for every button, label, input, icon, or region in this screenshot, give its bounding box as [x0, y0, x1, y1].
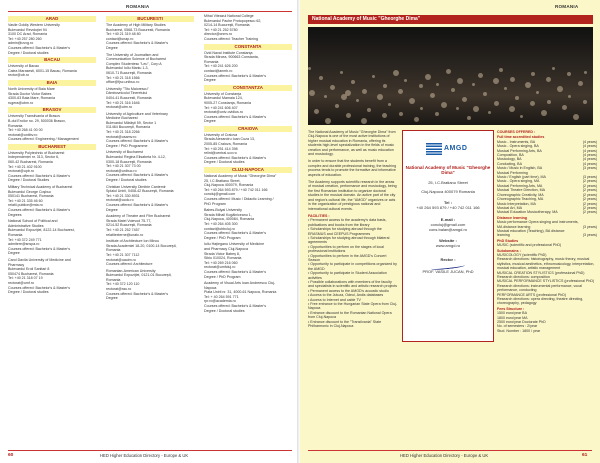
- performer-silhouette: [562, 105, 567, 110]
- directory-entry: Christian University Dimitrie Cantemir Splaiul Unirii, 0408-42 Bucureşti, Romania Tel: +40 21 330 8931 rectorat@ucdc.ro Courses offered: Bachelor's & Master's Degree: [106, 184, 174, 212]
- course-row: [497, 210, 597, 214]
- course-name: Musical Performing: [497, 170, 528, 175]
- directory-entry: University Polytechnic of Bucharest Independenței nr. 313, Sector 6, 060-42 Bucharest, Romania Tel: +40 21 402 9100 rectorat@upb.ro Courses offered: Bachelor's & Master's Degree / Doctoral Studies: [8, 150, 71, 183]
- directory-entry: University "Titu Maiorescu" Dâmbovnicului Tineretului 0404-41 Bucuresti, Romania Tel: +40 21 316 1646 rectorat@utm.ro: [106, 86, 152, 110]
- contact-tel: +40 264 593 879 / +40 742 011 166: [416, 205, 480, 211]
- performer-silhouette: [383, 84, 387, 88]
- performer-silhouette: [436, 83, 439, 86]
- performer-silhouette: [493, 78, 499, 84]
- directory-entry: University Transilvania of Brasov B-dul Eroilor no. 29, 500036 Brasov, Romania Tel: +40 268 41 00 00 rectorat@unitbv.ro Courses offered: Engineering / Management: [8, 114, 79, 142]
- city-heading: BRASOV: [8, 107, 96, 113]
- intro-paragraph: The National Academy of Music "Gheorghe Dima" from Cluj-Napoca is one of the most active institutions of higher musical education in Romania, offering its students high-level specialization in the fields of music creation and performance, as well as music education and musicology.: [308, 130, 396, 157]
- course-years: (3 years): [582, 166, 597, 171]
- facilities-list: [308, 218, 398, 328]
- performer-silhouette: [552, 67, 555, 70]
- performer-silhouette: [531, 72, 535, 76]
- course-name: Musical Performing Arts, MA: [497, 183, 543, 188]
- course-name: Musical Art, MA: [497, 205, 522, 210]
- course-years: (2 years): [582, 210, 597, 215]
- directory-entry: Institute of Architecture Ion Mincu Strada Academiei 18-20, 0100-14 Bucureşti, Romania Tel: +40 21 307 7112 rectorat@uauim.ro Courses offered: Architecture: [106, 239, 177, 267]
- amgd-logo: [426, 139, 470, 159]
- contact-email-label: E-mail :: [440, 216, 456, 222]
- logo-bars-icon: [426, 143, 442, 155]
- course-row: [497, 297, 597, 306]
- right-page: [300, 0, 600, 463]
- performer-silhouette: [547, 100, 551, 104]
- directory-entry: North University of Baia Mare Strada Doctor Victor Babes 4300-63 Baia Mare, Romania rugera@ubm.ro: [8, 86, 55, 105]
- performer-silhouette: [356, 99, 359, 102]
- facility-item: • Opportunity to participate in competitions organized by the AMGD: [308, 262, 397, 271]
- course-group-title: PhD Studies: [497, 238, 519, 243]
- performer-silhouette: [319, 76, 323, 80]
- performer-silhouette: [435, 112, 439, 116]
- performer-silhouette: [568, 95, 571, 98]
- course-years: (4 years): [582, 139, 597, 144]
- performer-silhouette: [499, 68, 503, 72]
- facility-item: • Access to the Jutuza, Odeul, Andis databases: [308, 293, 384, 298]
- performer-silhouette: [314, 109, 319, 114]
- left-footer: HED Higher Education Directory - Europe & UK: [100, 453, 189, 458]
- performer-silhouette: [330, 85, 335, 90]
- directory-entry: Vasile Goldiş Western University Bulevardul Revoluţiei 94 3100 DC Arad, Romania Tel: +40 257 280 260 admin@uvvg.ro Courses offered: Bachelor's & Master's Degree / Doctoral studies: [8, 23, 71, 55]
- course-years: (2 years): [582, 188, 597, 193]
- performer-silhouette: [530, 101, 535, 106]
- directory-column: [106, 14, 194, 303]
- performer-silhouette: [462, 97, 467, 102]
- performer-silhouette: [478, 73, 483, 78]
- performer-silhouette: [494, 101, 499, 106]
- course-years: (2 years): [582, 205, 597, 210]
- performer-silhouette: [372, 75, 375, 78]
- directory-entry: Military Technical Academy of Bucharest Bulevardul George Coşbuc 050141 Bucharest, Romania Tel: +40 21 335 46 60 relatii.publice@mta.ro Courses offered: Bachelor's & Master's Degrees: [8, 185, 73, 217]
- contact-address-2: Cluj-Napoca 400079 Romania: [421, 189, 475, 195]
- course-name: 1500 euro/year BA: [497, 311, 527, 316]
- performer-silhouette: [504, 87, 507, 90]
- performer-silhouette: [567, 72, 571, 76]
- course-name: No. of semesters : 2/year: [497, 324, 538, 329]
- performer-silhouette: [557, 86, 563, 92]
- directory-entry: Carol Davila University of Medicine and Pharmacy Bulevardul Eroii Sanitari 8 050474 Bucharest, Romania Tel: +40 21 318 07 19 rectorat@umf.ro Courses offered: Bachelor's & Master's Degree / Doctoral studies: [8, 257, 71, 295]
- city-heading: CRAIOVA: [204, 126, 292, 132]
- course-name: Musical education (Teaching), BA distance: [497, 228, 565, 233]
- course-name: Music - Opera singing, BA: [497, 144, 539, 149]
- performer-silhouette: [483, 92, 487, 96]
- performer-silhouette: [398, 89, 403, 94]
- course-name: Musical Theatre Direction, MA: [497, 188, 546, 193]
- performer-silhouette: [388, 103, 391, 106]
- course-name: Music - Opera singing, MA: [497, 179, 540, 184]
- directory-entry: Academy of Visual Arts Ioan Andreescu Cluj- Napoca Piata Unirii nr. 31, 4000-61 Napoca, Romania Tel: + 40 264 591 771 rpr.ro@academia.ro Courses offered: Bachelor's & Master's Degree / Doctoral studies: [204, 281, 277, 313]
- intro-paragraph: In order to ensure that the students benefit from a complex and durable professional training, the teaching process tends to promote the formative and informative aspects of education.: [308, 159, 397, 177]
- intro-paragraphs: [308, 130, 398, 211]
- facility-item: • Entrance discount to the "Transilvania" State Philharmonic in Cluj-Napoca: [308, 319, 382, 329]
- course-years: (3 years): [582, 175, 597, 180]
- directory-entry: University of Craiova Strada Alexandru Ioan Cuza 13, 2005-85 Craiova, Romania Tel: +40 251 414 398 relint@central.ucv.ro Courses offered: Bachelor's & Master's Degree / Doctoral studies: [204, 132, 267, 165]
- facility-item: • Permanent access to the academy's data basis, publications and books from the library: [308, 218, 387, 227]
- performer-silhouette: [584, 71, 587, 74]
- city-heading: CONSTANTZA: [204, 85, 292, 91]
- course-name: Musicology, BA: [497, 157, 522, 162]
- courses-title: COURSES OFFERED :: [497, 130, 536, 134]
- course-row: [497, 243, 597, 247]
- performer-silhouette: [362, 89, 367, 94]
- course-years: (4 years): [582, 144, 597, 149]
- directory-entry: University of Bacau Calea Marasesti, 6001-15 Bacau, Romania rector@ub.ro: [8, 64, 77, 78]
- institution-banner: National Academy of Music "Gheorghe Dima": [308, 15, 593, 24]
- directory-entry: The Academy of High Military Studies Bucharest, 0568-73 Bucuresti, Romania Tel: +40 21 319 48 80 contact@unap.ro Courses offered: Bachelor's & Master's Degree: [106, 23, 170, 50]
- city-heading: CONSTANTA: [204, 44, 292, 50]
- course-name: Music performance Opera singing and instruments,: [497, 220, 579, 225]
- course-name: Stud. Number : 1800 / year: [497, 328, 541, 333]
- directory-entry: National School of Political and Administrative Studies Bulevardul Expoziţiei, 8122-14 Bucharest, Romania Tel: +40 372 249 771 admitere@snspa.ro Courses offered: Bachelor's & Master's Degree: [8, 219, 75, 256]
- performer-silhouette: [393, 70, 399, 76]
- course-name: MA distance learning: [497, 224, 531, 229]
- directory-entry: Ovid Naval Institute Constanţa Strada Mircea, 900663 Constanta, Romania Tel: +40 241 626 200 contact@anmb.ro Courses offered: Bachelor's & Master's Degree: [204, 50, 267, 83]
- performer-silhouette: [488, 111, 491, 114]
- city-heading: BACAU: [8, 57, 96, 63]
- course-name: MUSICOLOGY (scientific PhD): [497, 252, 547, 257]
- performer-silhouette: [515, 96, 519, 100]
- left-running-header: ROMANIA: [126, 4, 150, 9]
- intro-paragraph: The Academy supports scientific research in the areas of musical creation, performance and musicology, being the first Romanian institution to organize doctoral studies in the musical domain. An active part of the city and region's cultural life, the "AMGD" organizes or acts in the organization of prestigious national and international cultural events.: [308, 180, 397, 211]
- facility-item: • Scholarships for studying abroad through bilateral agreements: [308, 235, 390, 245]
- contact-email-2[interactable]: cons.balan@amgd.ro: [428, 227, 468, 233]
- performer-silhouette: [325, 118, 331, 124]
- course-name: Conducting, BA: [497, 161, 522, 166]
- performer-silhouette: [546, 77, 551, 82]
- course-name: Research directions: opera directing, theatre directing, choreography, pedagogy: [497, 297, 584, 306]
- contact-rector-label: Rector :: [440, 256, 456, 262]
- facility-item: • Opportunities to perform on the stages of local professional institutions: [308, 244, 384, 254]
- left-footer-rule: [8, 450, 292, 451]
- course-name: PERFORMANCE ARTS (professional PhD): [497, 292, 567, 297]
- course-name: learning: [497, 233, 510, 238]
- course-name: MUSICAL PERFORMANCE STYLISTICS (professional PhD): [497, 279, 595, 284]
- directory-entry: Academy of Theatre and Film Bucharest Strada Matei Voievod 75-77, 0214-52 Bucureşti, Romania Tel: +40 21 252 7457 relatiiexterne@unatc.ro: [106, 214, 171, 237]
- right-page-number: 61: [582, 453, 588, 458]
- performer-silhouette: [473, 106, 479, 112]
- performer-silhouette: [441, 102, 447, 108]
- contact-website[interactable]: www.amgd.ro: [435, 243, 461, 249]
- facility-item: • Access to Internet and cable TV: [308, 297, 361, 302]
- performer-silhouette: [351, 80, 355, 84]
- directory-entry: Iuliu Haţieganu University of Medicine and Pharmacy Cluj-Napoca Strada Victor Babeş 8, Sibiu 010024, Romania Tel: +40 269 216 060 rectorat@umfcluj.ro Courses offered: Bachelor's & Master's Degree / PhD Program: [204, 242, 267, 279]
- course-years: (4 years): [582, 153, 597, 158]
- contact-address-1: 25, I.C.Bratianu Street: [428, 179, 468, 185]
- course-name: Research directions: historiography, music theory, musical stylistics, musical aesthetics, ethnomusicology, interpretation, musical education, artistic management: [497, 257, 595, 271]
- city-heading: BUCURESTI: [106, 16, 194, 22]
- performer-silhouette: [308, 67, 311, 70]
- facilities-title: FACILITIES :: [308, 213, 330, 218]
- course-group-title: Subdomains :: [497, 248, 521, 253]
- course-group-title: Distance learning: [497, 215, 527, 220]
- course-years: (4 years): [582, 161, 597, 166]
- performer-silhouette: [457, 78, 463, 84]
- logo-text: AMGD: [444, 145, 468, 152]
- performer-silhouette: [520, 115, 523, 118]
- directory-entry: University of Bucharest Bulevardul Regina Elisabeta Nr. 4-12, 0300-18 Bucureşti, Romania Tel: +40 21 307 73 00 rectorat@unibuc.ro Courses offered: Bachelor's & Master's Degree / Doctoral studies: [106, 150, 169, 182]
- performer-silhouette: [309, 90, 315, 96]
- city-heading: ARAD: [8, 16, 96, 22]
- performer-silhouette: [525, 82, 531, 88]
- performer-silhouette: [367, 108, 371, 112]
- facility-item: • Opportunity to participate in Student Association activities: [308, 271, 387, 280]
- courses-list: [497, 135, 597, 333]
- contact-rector: PROF. VASILE JUCAN, PhD: [422, 268, 474, 274]
- course-name: Music / Music in English, BA: [497, 166, 543, 171]
- directory-entry: Romanian-American University Bulevardul Expoziţiei, 0121-01 Bucureşti, Romania Tel: +40 372 120 110 rectorat@rau.ro Courses offered: Bachelor's & Master's Degree: [106, 268, 172, 301]
- directory-column: [8, 14, 96, 297]
- course-name: Musical Performing Arts, BA: [497, 148, 542, 153]
- performer-silhouette: [456, 107, 459, 110]
- rector-signature: [403, 262, 493, 269]
- performer-silhouette: [472, 83, 475, 86]
- course-name: Music / English (part time), MA: [497, 175, 546, 180]
- directory-entry: The University of Journalism and Communication Science of Bucharest Complex Studentesc "Leu", Corp A Bulevardul Iuliu Maniu 1-3, 0610-71 Bucureşti, Romania Tel: +40 21 318 1566 office@fjsc.unibuc.ro: [106, 52, 166, 85]
- performer-silhouette: [409, 98, 415, 104]
- right-running-header: ROMANIA: [555, 4, 579, 9]
- right-footer: HED Higher Education Directory - Europe & UK: [400, 453, 489, 458]
- directory-entry: University of Constanţa Bulevardul Mamaia 124, 9005-27 Constanţa, Romania Tel: +40 241 606 407 rectorat@univ-ovidius.ro Courses offered: Bachelor's & Master's Degree: [204, 91, 267, 124]
- performer-silhouette: [425, 74, 431, 80]
- performer-silhouette: [341, 94, 347, 100]
- course-row: [497, 257, 597, 270]
- facility-item: • Permanent access to the AMGD's acoustic studio: [308, 288, 389, 293]
- directory-column: [204, 14, 292, 315]
- performer-silhouette: [399, 112, 403, 116]
- course-name: Research directions: composition: [497, 275, 550, 279]
- left-header-rule: [8, 11, 292, 12]
- performer-silhouette: [346, 113, 351, 118]
- performer-silhouette: [510, 77, 515, 82]
- performer-silhouette: [451, 88, 455, 92]
- facility-item: • Opportunities to perform in the AMGD's Concert Season: [308, 253, 387, 262]
- performer-silhouette: [541, 110, 547, 116]
- course-row: [497, 284, 597, 293]
- city-heading: BAIA: [8, 80, 96, 86]
- performer-silhouette: [573, 114, 579, 120]
- course-name: Music - Instruments, BA: [497, 139, 536, 144]
- directory-entry: Mihai Viteazul National College Bulevardul Pache Protopopescu 62, 0214-14 Bucureşti, Romania Tel: +40 21 252 5780 director@cnmv.ro Courses offered: Teacher Training: [204, 14, 262, 41]
- course-name: Choreographic Teaching, MA: [497, 197, 544, 202]
- performer-silhouette: [583, 100, 587, 104]
- performer-silhouette: [404, 79, 407, 82]
- performer-silhouette: [578, 81, 583, 86]
- performer-silhouette: [509, 106, 515, 112]
- course-years: (2 years): [582, 201, 597, 206]
- performer-silhouette: [414, 117, 419, 122]
- course-years: (4 years): [582, 148, 597, 153]
- performer-silhouette: [536, 91, 539, 94]
- facility-item: • Possible collaborations with members of the faculty and specialists in scientific and artistic research projects: [308, 280, 398, 289]
- course-name: Musical Education Musicotherapy, MA: [497, 210, 558, 215]
- facility-item: • Entrance discount to the Romanian National Opera from Cluj-Napoca: [308, 310, 392, 320]
- course-years: (3 years): [582, 233, 597, 238]
- course-years: (4 years): [582, 157, 597, 162]
- course-group-title: Full time accredited studies: [497, 135, 545, 140]
- course-years: (2 years): [582, 183, 597, 188]
- course-group-title: Fees Structure :: [497, 306, 525, 311]
- course-name: Choreographic Creativity, MA: [497, 192, 544, 197]
- performer-silhouette: [335, 104, 339, 108]
- course-years: (3 years): [582, 224, 597, 229]
- performer-silhouette: [382, 113, 387, 118]
- course-years: (2 years): [582, 179, 597, 184]
- course-row: [497, 329, 597, 333]
- directory-entry: University of Agriculture and Veterinary Medicine Bucharest Bulevardul Mărăşti 59, Sector 1 011464 Bucureşti, Romania Tel: +40 21 318 2266 rectorat@usamv.ro Courses offered: Bachelor's & Master's Degree / PhD Programme: [106, 111, 169, 148]
- facility-item: • Scholarships for studying abroad through the ERASMUS and CEEPUS Programmes: [308, 227, 382, 236]
- course-years: (2 years): [582, 197, 597, 202]
- course-name: 1800 euro/year MA: [497, 315, 528, 320]
- course-name: Music Interpretation, MA: [497, 201, 536, 206]
- course-name: MUSICAL CREATION STYLISTICS (professional PhD): [497, 270, 585, 275]
- performer-silhouette: [324, 95, 327, 98]
- courses-column: [497, 130, 597, 333]
- right-footer-rule: [308, 450, 592, 451]
- contact-tel-label: Tel :: [444, 200, 452, 206]
- course-name: Research directions: instrumental performance, vocal performance, conducting: [497, 283, 582, 293]
- contact-website-label: Website :: [439, 238, 457, 244]
- contact-email-1[interactable]: concluj@gmail.com: [430, 221, 466, 227]
- city-heading: BUCHAREST: [8, 144, 96, 150]
- course-row: [497, 233, 597, 237]
- performer-silhouette: [446, 69, 451, 74]
- directory-entry: Babes-Bolyai University Strada Mihail Kogălniceanu 1, Cluj-Napoca, 400084, Romania Tel: +40 264 405 300 contact@ubbcluj.ro Courses offered: Bachelor's & Master's Degree / PhD Program: [204, 208, 267, 240]
- contact-name: National Academy of Music "Gheorghe Dima": [405, 165, 491, 176]
- orchestra-photo: [308, 27, 593, 125]
- course-name: 2500 euro/year Doctorate PhD: [497, 320, 546, 325]
- performer-silhouette: [340, 71, 343, 74]
- performer-silhouette: [377, 94, 383, 100]
- directory-entry: National Academy of Music "Gheorghe Dima" 25, I.C.Bratianu Street, Cluj-Napoca 400079, Romania Tel: +40 264 593 879 / +40 742 011 166 concluj@gmail.com Courses offered: Music / Didactic Learning / PhD Program: [204, 174, 277, 206]
- performer-silhouette: [361, 118, 367, 124]
- course-name: MUSIC (scientific and professional PhD): [497, 243, 562, 248]
- performer-silhouette: [430, 93, 435, 98]
- facility-item: • Free entrance to the Hungarian State Opera from Cluj-Napoca: [308, 302, 398, 311]
- performer-silhouette: [419, 84, 423, 88]
- performer-silhouette: [467, 116, 471, 120]
- performer-silhouette: [420, 107, 423, 110]
- contact-box: [402, 130, 494, 342]
- left-page-number: 60: [8, 453, 14, 458]
- course-name: Composition, BA: [497, 153, 524, 158]
- course-years: (2 years): [582, 192, 597, 197]
- city-heading: CLUJ-NAPOCA: [204, 167, 292, 173]
- intro-column: [308, 130, 398, 328]
